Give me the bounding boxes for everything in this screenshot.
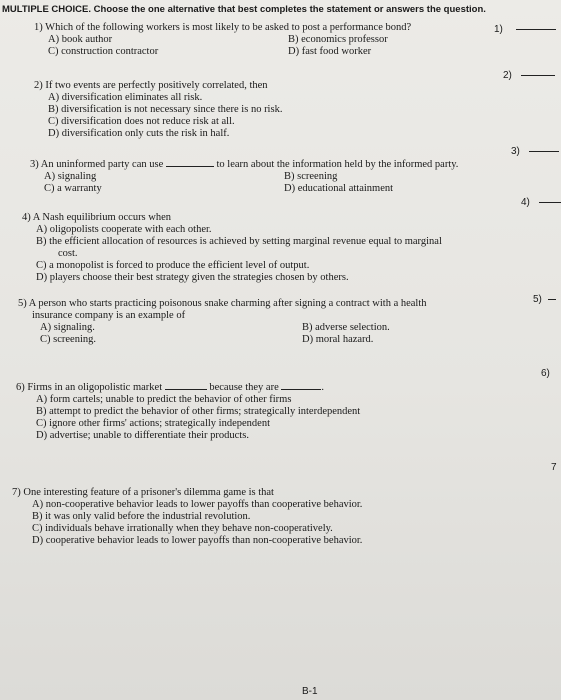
answer-label: 5) [533, 294, 542, 305]
answer-slot-7 [551, 462, 557, 473]
answer-slot-5 [533, 294, 556, 305]
option-b: B) economics professor [288, 34, 388, 45]
answer-blank[interactable] [548, 298, 556, 300]
option-c: C) ignore other firms' actions; strategically independent [36, 418, 270, 429]
question-5 [18, 298, 427, 346]
answer-slot-2 [503, 70, 555, 81]
stem-blank [166, 157, 214, 167]
answer-slot-3 [511, 146, 559, 157]
answer-label: 7 [551, 462, 557, 473]
question-7 [12, 487, 362, 547]
option-b: B) the efficient allocation of resources is achieved by setting marginal revenue equal to marginal [36, 236, 442, 247]
option-c: C) diversification does not reduce risk at all. [48, 116, 235, 127]
option-d: D) moral hazard. [302, 334, 374, 345]
option-c: C) construction contractor [48, 46, 159, 57]
page-number: B-1 [302, 686, 318, 697]
question-stem: 7) One interesting feature of a prisoner's dilemma game is that [12, 487, 274, 498]
question-stem [30, 157, 458, 171]
question-2 [34, 80, 282, 140]
stem-blank-1 [165, 380, 207, 390]
answer-blank[interactable] [529, 150, 559, 152]
question-3 [30, 157, 458, 195]
question-1 [34, 22, 411, 58]
answer-label: 4) [521, 197, 530, 208]
option-d: D) educational attainment [284, 183, 394, 194]
option-d: D) fast food worker [288, 46, 372, 57]
answer-label: 6) [541, 368, 550, 379]
question-stem: 4) A Nash equilibrium occurs when [22, 212, 172, 223]
option-a: A) diversification eliminates all risk. [48, 92, 203, 103]
question-4 [22, 212, 442, 284]
section-title: MULTIPLE CHOICE. [2, 4, 92, 15]
option-a: A) non-cooperative behavior leads to lower payoffs than cooperative behavior. [32, 499, 363, 510]
stem-part-1: 3) An uninformed party can use [30, 159, 164, 170]
option-c: C) individuals behave irrationally when they behave non-cooperatively. [32, 523, 333, 534]
option-a: A) signaling. [40, 322, 95, 333]
answer-slot-4 [521, 197, 561, 208]
option-d: D) advertise; unable to differentiate their products. [36, 430, 249, 441]
answer-blank[interactable] [516, 28, 556, 30]
stem-part-2: because they are [209, 382, 279, 393]
answer-slot-1 [494, 24, 556, 35]
option-b: B) diversification is not necessary since there is no risk. [48, 104, 283, 115]
option-b-cont: cost. [58, 248, 78, 259]
stem-part-2: to learn about the information held by the informed party. [216, 159, 459, 170]
question-stem: 2) If two events are perfectly positively correlated, then [34, 80, 268, 91]
option-c: C) a monopolist is forced to produce the efficient level of output. [36, 260, 310, 271]
answer-blank[interactable] [521, 74, 555, 76]
option-b: B) it was only valid before the industrial revolution. [32, 511, 251, 522]
option-d: D) diversification only cuts the risk in half. [48, 128, 230, 139]
answer-label: 1) [494, 24, 503, 35]
question-stem [16, 380, 360, 394]
stem-part-3: . [321, 382, 324, 393]
question-stem: 5) A person who starts practicing poisonous snake charming after signing a contract with a health [18, 298, 427, 309]
answer-slot-6 [541, 368, 550, 379]
option-d: D) players choose their best strategy given the strategies chosen by others. [36, 272, 349, 283]
option-b: B) adverse selection. [302, 322, 390, 333]
option-b: B) attempt to predict the behavior of other firms; strategically interdependent [36, 406, 361, 417]
option-c: C) screening. [40, 334, 96, 345]
option-a: A) signaling [44, 171, 97, 182]
answer-label: 2) [503, 70, 512, 81]
option-c: C) a warranty [44, 183, 102, 194]
option-a: A) oligopolists cooperate with each other. [36, 224, 212, 235]
option-d: D) cooperative behavior leads to lower payoffs than non-cooperative behavior. [32, 535, 363, 546]
option-a: A) form cartels; unable to predict the behavior of other firms [36, 394, 292, 405]
question-stem: 1) Which of the following workers is most likely to be asked to post a performance bond? [34, 22, 412, 33]
option-b: B) screening [284, 171, 338, 182]
question-stem-cont: insurance company is an example of [32, 310, 186, 321]
answer-label: 3) [511, 146, 520, 157]
stem-blank-2 [281, 380, 321, 390]
answer-blank[interactable] [539, 201, 561, 203]
section-instructions: Choose the one alternative that best completes the statement or answers the question. [93, 4, 486, 15]
question-6 [16, 380, 360, 442]
section-header [2, 4, 486, 15]
option-a: A) book author [48, 34, 113, 45]
stem-part-1: 6) Firms in an oligopolistic market [16, 382, 163, 393]
